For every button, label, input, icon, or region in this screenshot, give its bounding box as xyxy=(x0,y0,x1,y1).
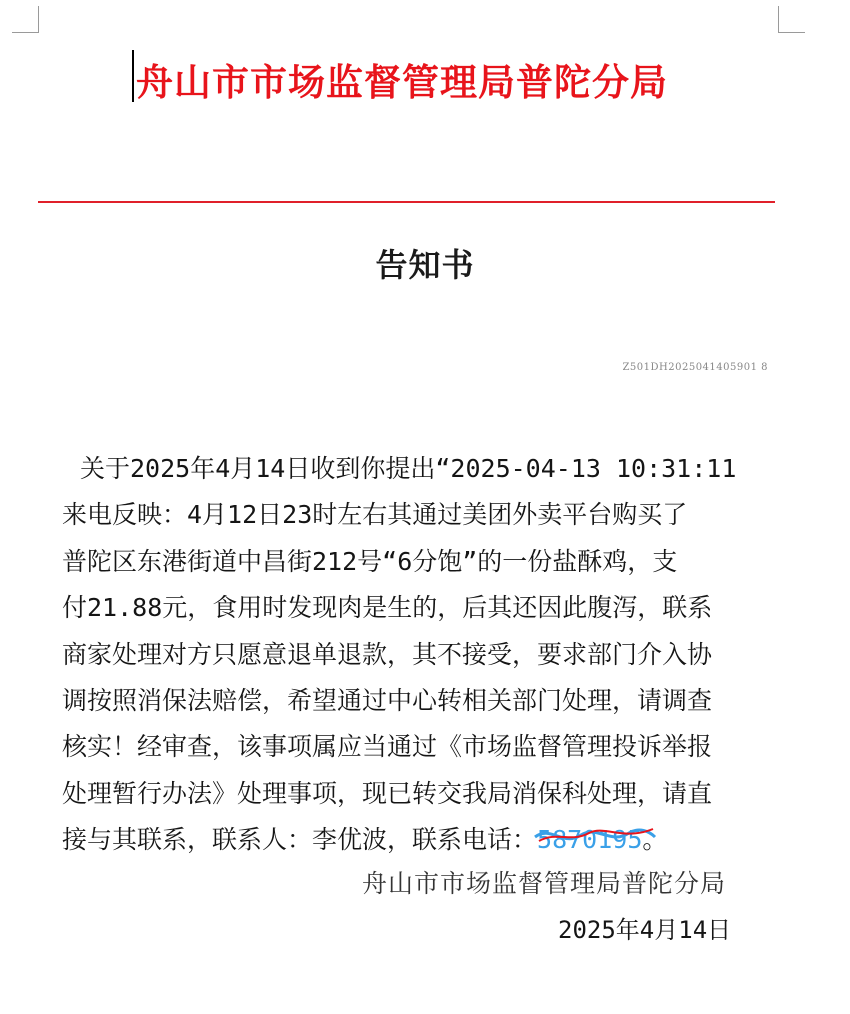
phone-number-text: 5870195 xyxy=(537,825,643,855)
signature-date: 2025年4月14日 xyxy=(558,916,732,944)
document-body xyxy=(62,446,780,864)
redaction-scribble xyxy=(533,823,657,849)
header-org-name: 舟山市市场监督管理局普陀分局 xyxy=(136,60,668,104)
header-red-rule xyxy=(38,201,775,203)
signature-org: 舟山市市场监督管理局普陀分局 xyxy=(362,869,727,898)
text-cursor xyxy=(132,50,134,102)
redacted-phone-number xyxy=(537,817,642,863)
body-line: 普陀区东港街道中昌街212号“6分饱”的一份盐酥鸡，支 xyxy=(62,546,678,576)
body-line: 调按照消保法赔偿，希望通过中心转相关部门处理，请调查 xyxy=(62,686,713,716)
contact-text: 接与其联系，联系人：李优波，联系电话： xyxy=(62,825,538,855)
document-title: 告知书 xyxy=(375,246,475,284)
body-line: 商家处理对方只愿意退单退款，其不接受，要求部门介入协 xyxy=(62,639,713,669)
line-end-punctuation: 。 xyxy=(642,825,668,855)
page-corner-mark-top-left xyxy=(12,6,39,33)
document-number: Z501DH2025041405901 8 xyxy=(622,362,768,373)
body-line: 核实！经审查，该事项属应当通过《市场监督管理投诉举报 xyxy=(62,732,713,762)
body-line-last xyxy=(62,817,780,863)
body-line: 关于2025年4月14日收到你提出“2025-04-13 10:31:11 xyxy=(80,454,737,483)
page-corner-mark-top-right xyxy=(778,6,805,33)
body-line: 处理暂行办法》处理事项，现已转交我局消保科处理，请直 xyxy=(62,778,713,808)
body-line: 付21.88元，食用时发现肉是生的，后其还因此腹泻，联系 xyxy=(62,593,713,623)
body-line: 来电反映：4月12日23时左右其通过美团外卖平台购买了 xyxy=(62,500,688,530)
